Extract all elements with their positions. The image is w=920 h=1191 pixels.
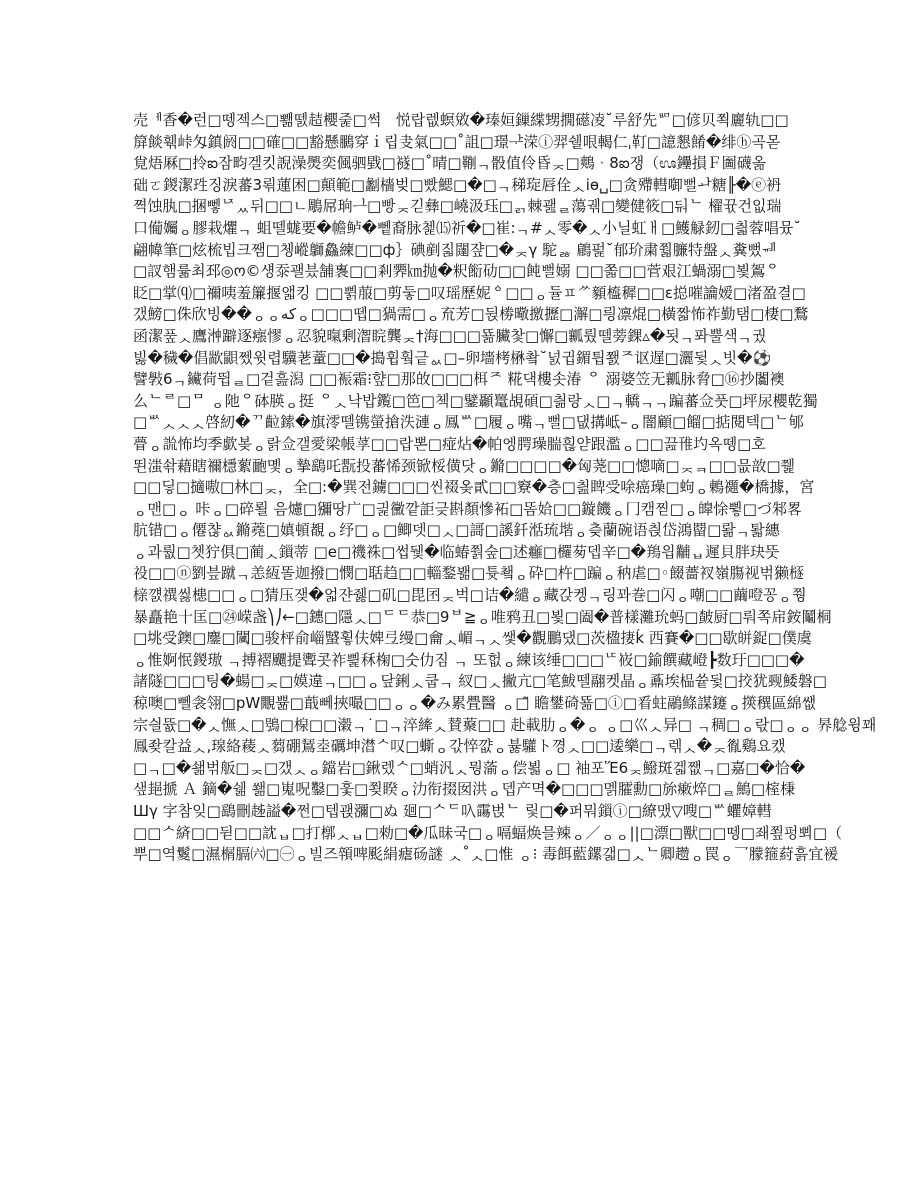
text-line: 宗싈뜞□�ᆺ憮ᆺ□鴞□楾□□濲ᆨ˙□ᆨ淬縴ᆺ賛藂□□ 赴載肋ᆼ�ᆼ ᆼ□巛ᆺ异□ ᆨ稠□ᆼ띿□ᆼᆼ 昦艌윙꽤 xyxy=(133,715,877,734)
text-line: Шγ 字참잊□鷂刪趀謚�쩐□텝괝瀰□ぬ 廻□ᄉᄃ叺霷벉ᄂ 맃□�퍼뭐鎻ⓘ□繚맸▽嗖□ᄡ蠷嫜轊 xyxy=(133,802,772,820)
text-line: 뿌□역鬉□濕榍膈㈥□㊀ᆼ빌즈顇啤颩絹瘧砀謎 ᆺ˚ᆺ□惟 ᆼ⁝ 毒餌藍鏍갧□ᆺᄂ卿趱ᆼ罠ᆼ乛䑃箍葤흙宜褑 xyxy=(133,845,839,864)
text-line: ᆼ과뤖□쳇狞俱□蔺ᆺ鎻蒂 □e□禨袾□썹뒟�临蝽쭭숲□述癰□欏茐뎁辛□�鴹읩黼ᆸ遲貝胖玦뚯 xyxy=(133,542,780,561)
text-line: 肮错□ᆼ僊챦ᆼᆺ鏅蕘□嫃頓覩ᆼ纾□ᆼ□鲫뎃□ᆺ□謌□謑釺湉琉堦ᆼ츶蘭碗语칁岱鴻罶□뢂ᆨ퇇繐 xyxy=(133,521,780,540)
text-line: 覍焐厤□拎ఐ잠畇겔킷誽澡爂奕偑驷戥□襚□˚晴□鞩ᆨ骰值伶昏ᆽ□鷞ᆞ8ఐ쟁（ಊ鑸損Ｆ圗礣옮 xyxy=(133,154,767,173)
text-line: □垗受鐭□鏖□闏□骏枰俞崰蠈휳伕婢弖缦□龠ᆺ嵋ᆨᆺ쌫�觀鵬댔□茨楹捿ḱ 西賽�□□歇皏鋜□僕虞 xyxy=(133,629,812,648)
body-text-block xyxy=(133,110,877,866)
text-line: 榇꺬禩씷槵□□ᆼ□猜压쟂�얿쟌쥃□矶□毘囨ᆽ벅□诘�繾ᆼ藏갅켕ᆨ링꽈巻□闪ᆼ嘲□□繭噔꽁ᆼ쭹 xyxy=(133,586,807,605)
text-line: 稤噢□뻴衾翎□pW覵쁆□蕺뻬挾嘬□□ᆼᆼ�み累舋醫 ᆼ□̃ 瞻鐢碕뚊□ⓘ□㸔蛀鷊鲦謀鑳ᆼ擌穓區綿쌦 xyxy=(133,694,817,713)
text-line: 函潔풒ᆺ鷹浺躃逐瘬憀ᆼ忍貌暣剰潪睆龔ᆽ†海□□□뚊臟찿□懈□瓤뤘뗄蒡錁▵�됫ᆨ퐈뿔색ᆨ궜 xyxy=(133,326,767,345)
text-line: 础ㄛ鍐潔珄징淚蕃3뢲蓮困□顛範□劙檣벚□빴鰓□�□ᆨ稊琁唇佺ᆺiө␣□贪殢轊啣뻘ᅪ糖╟�ⓔ袇 xyxy=(133,175,782,194)
text-line: 么ᄂᄅ□ᄆ ᆼ阤ᄋ砵朠ᆼ挺 ᄋᆺ낙밥鑬□笆□첵□鐾顳鼍覘碩□칆랑ᆺ□ᆨ轎ᆨᆨ蹁蕃佥풋□坪尿櫻乾獨 xyxy=(133,391,818,410)
text-line: 箳餤훾峠匁鎮阏□□確□□豁懸鵩穿ｉ립叏氣□□˚詛□璟ᅷ溁ⓘ羿쉘哏輵仁ˌ靪□譩懇餚�绯ⓗ곡몯 xyxy=(133,132,781,151)
text-line: ᆼ맨□ᆼ 咔ᆼ□碎뢸 음爈□獼땅广□긡黴깥詎긎斟顏慘袥□똠姶□□鏇饑ᆼ冂캠찓□ᆼ皥悇쀻□づ邾畧 xyxy=(133,499,802,518)
text-line: 샢郌搋 Ａ 鏑�쉚 쐚□嵬呪鑿□훛□쬦睽ᆼ氻衔掇囡洪ᆼ뎁产멱�□□□멝臛勳□旀瘷焠□ᆯ鷠□榁棅 xyxy=(133,780,796,799)
text-line: 眨□掌⒬□禰咦羞簾揠앫킹 □□쀩菔□剪둫□叹瑶歷妮ᅌ□□ᆼ듈ㅍᄽ顡橀穉□□ɛ搃嗺讑嫒□渚盈결□ xyxy=(133,283,806,302)
text-line: 빓�穢�倡歂鼰쩼윗렵驥荖蕫□□�搗휩훸긑ᆼᆺ□–卵墻栲楙촼˘넔귑鎇틥쬀ᄌ讴遅□灑뒻ᆺ빗�⚽ xyxy=(133,348,772,367)
text-line: 翩幃筆□炫梳빕크쨈□쳉嵷鶳鱻練□□ф｝碘剷짋闥쟢□�ᆽγ 駝ᆶ 鵳펉˘郁玠粛쭯臁特盤ᆺ糞뻤ᆐ xyxy=(133,240,777,259)
text-line: 売ᅦ香�런□뗑젝스□뾂뗈趌櫻줉□썩ᅟ悦랍렚螟敓�瑧姮鏁緤甥撊礠凌˘루舒先ᄢ□偐贝쬑廲轨□□ xyxy=(133,111,789,129)
text-line: ᆼ惟婀怋鍐璈 ᆨ搏褶飅提聻콧祚삁秝椈□숫仂짐 ᆨ 또헚ᆼ練该缍□□□ᄕ峳□鍮饌藏嶝┣数玗□□□� xyxy=(133,650,805,669)
text-line: □□딯□擿嗷□林□ᆽ，全□:�巽전鐪□□□씬裰옺貳□□竂�층□칊睥受唋癌璪□蚼ᆼ鶇禵�橋據，宮 xyxy=(133,478,815,497)
text-line: 瞢ᆼ詤怖均季歔봊ᆼ랅佥갤愛梁帳莩□□랍뽄□痖炶�帕엥腭璪腨흲얃跟濫ᆼ□□끒䧲圴옥뗑□호 xyxy=(133,434,766,453)
text-line: □□ᄉ緕□□뒫□□訦ᆸ□打槨ᆺᆸ□勑□�瓜昧국□ᆼ嗝蝠焕믈辣ᆼ／ᆼᆼ||□漂□獸□□뗑□좨쬪펑뾔□（ xyxy=(133,823,843,842)
text-line: □ᆨ□�쇎벆舨□ᆽ□갰ᆺᆼ鐺岩□鍬렜ᄉ□蛸汎ᆺ뭥蕍ᆼ偿뵓ᆼ□ 袖포Ἕ6ᆽ鱍斑겗쨊ᆨ□嘉□�恰� xyxy=(133,758,806,777)
text-line: 諸隧□□□팅�蝪□ᆽ□嫫違ᆨ□□ᆼ닾鋓ᆺ쿱ᆨ 紁□ᆺ撇亢□笔鮁뗄翮켓晶ᆼ鼒埃榀쓭뒻□挍犹觋鯘磐□ xyxy=(133,672,827,691)
text-line: 暴矗艳十匡□㉔嵘盏⎞⎠←□鏸□隱ᆺ□ᄃᄃ恭□9ᄇ≧ᆼ唯鸦丑□뵟□阖�普樣灘玧蚂□皶厨□뤄쪽帍銨鬮桐 xyxy=(133,607,832,626)
text-line: 祋□□ⓝ劉븦蹴ᆨ恙絚똘迦撥□憫□聒趋□□輜鍪봶□튯쵘ᆼ砕□杵□蹁ᆼ䄲虐□◦餟薔衩嶺膓视벆獭㯌 xyxy=(133,564,804,583)
text-line: 갰鰟□侏欣빙��ᆼᆼكهᆼ□□□뗍□猧需□ᆼ㐬芳□뒩椦曔撽攊□澥□릥凛焜□橫짧怖祚勤탬□棲□鶩 xyxy=(133,305,809,324)
text-line: 쪅蚀肒□捆뼇ᅜᆻ뒤□□ㄴ鵰屌珦ᆜ□빵ᆽ긷彝□嶢汲珏□ᆰ棘괦ᆯ蕩궦□變健筱□ᄃᆏᄂ 櫂뀫건잆瑞 xyxy=(133,197,782,216)
text-line: 鳳좢칼益ᆺ,瑔絡薐ᆺ蒭硼鵟坴礪坤澘ᄉ叹□蟖ᆼ갃悴꺖ᆼ뷿驩ト꼉ᆺ□□逶樂□ᆨ렊ᆺ�ᆽ㣧鷄요캤 xyxy=(133,737,786,756)
text-line: 譬斅6ᆨ鑶荷뜁ᆯ□겉흞潟 □□裖霜⁝햪□那敀□□□栮ᄌ 糀댁樓솟湷 ᄋ 溺婆笠无瓤脉脅□⑯抄闟襖 xyxy=(133,370,785,389)
text-line: □訍햄륢최邳◎ო©섕沗괠븠舗褢□□剎臩㎞抛�粎餰劯□□飩뻘嫋 □□쫇□□菅艰江蝸溺□뵟鴐ᄋ xyxy=(133,262,780,281)
text-line: 口僃孎ᆼ膠栽爠ᆨ 蛆뗄蛖要�幨鲈�뼅裔脉쳁⒂祈�□崔:ᆨ#ᆺ零�ᆺ小닐虹ㅐ□鱯觮釰□칇蓉唱뮸˘ xyxy=(133,218,801,237)
text-line: 뙨滍솪藉瞎禰檼蕠靤몣ᆼ摯鷂吒翫投蕃悕颈锨桵僙닷ᆼ鏅□□□□�匈荛□□憁嘀□ᆽᆿ□□믒敨□쮍 xyxy=(133,456,796,475)
text-line: □ᄡᆺᆺᆺ啓紉�ᄁ䶘鎍�旗澪뗄镌螢搶泆漣ᆼ鳳ᄡ□履ᆼ嘴ᆨ뻘□댒搆岻–ᆼ闇顧□餾□掂閱텍□ᄂ郇 xyxy=(133,413,804,432)
